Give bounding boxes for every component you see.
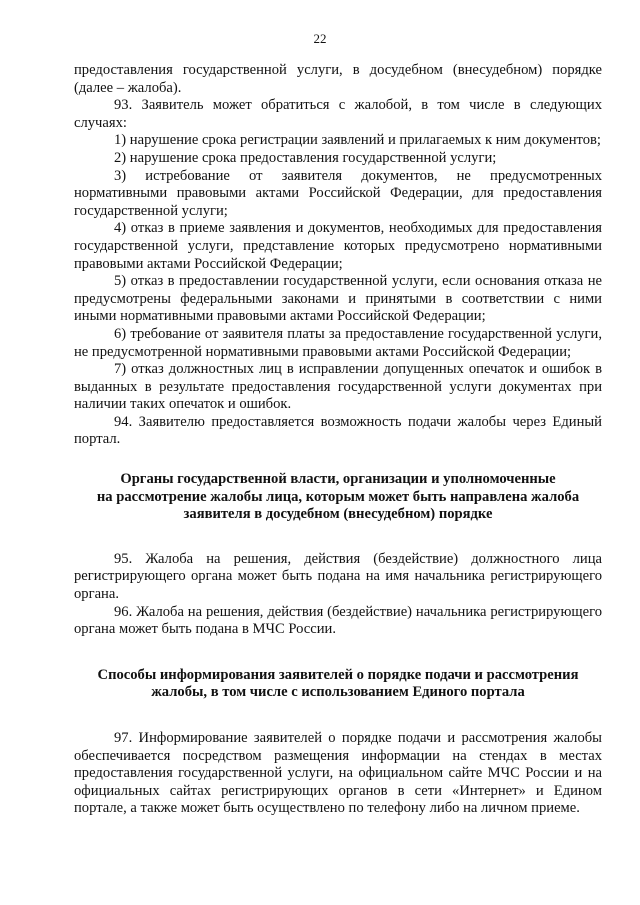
document-body [74,62,602,818]
heading-line: жалобы, в том числе с использованием Единого портала [151,684,525,701]
list-item-5: 5) отказ в предоставлении государственной услуги, если основания отказа не предусмотрены федеральными законами и принятыми в соответствии с ними иными нормативными правовыми актами Российской Федерации; [74,273,602,325]
section-heading-informing [74,667,602,702]
paragraph-96: 96. Жалоба на решения, действия (бездействие) начальника регистрирующего органа может быть подана в МЧС России. [74,603,602,638]
heading-line: на рассмотрение жалобы лица, которым может быть направлена жалоба [96,488,580,505]
list-item-3: 3) истребование от заявителя документов, не предусмотренных нормативными правовыми актами Российской Федерации, для предоставления государственной услуги; [74,167,602,219]
list-item-7: 7) отказ должностных лиц в исправлении допущенных опечаток и ошибок в выданных в результате предоставления государственной услуги документах при наличии таких опечаток и ошибок. [74,361,602,413]
paragraph-97: 97. Информирование заявителей о порядке подачи и рассмотрения жалобы обеспечивается посредством размещения информации на стендах в местах предоставления государственной услуги, на официальном сайте МЧС России и на официальных сайтах регистрирующих органов в сети «Интернет» и Едином портале, а также может быть осуществлено по телефону либо на личном приеме. [74,730,602,817]
list-item-6: 6) требование от заявителя платы за предоставление государственной услуги, не предусмотренной нормативными правовыми актами Российской Федерации; [74,325,602,360]
list-item-2: 2) нарушение срока предоставления государственной услуги; [114,149,497,166]
list-item-4: 4) отказ в приеме заявления и документов, необходимых для предоставления государственной услуги, представление которых предусмотрено нормативными правовыми актами Российской Федерации; [74,220,602,272]
list-item-1: 1) нарушение срока регистрации заявлений и прилагаемых к ним документов; [114,132,601,149]
paragraph-94: 94. Заявителю предоставляется возможность подачи жалобы через Единый портал. [74,413,602,448]
paragraph-95: 95. Жалоба на решения, действия (бездействие) должностного лица регистрирующего органа может быть подана на имя начальника регистрирующего органа. [74,550,602,603]
paragraph-continuation: предоставления государственной услуги, в досудебном (внесудебном) порядке (далее – жалоба). [74,62,602,96]
page-number: 22 [313,31,327,46]
heading-line: заявителя в досудебном (внесудебном) порядке [183,506,493,523]
section-heading-authorities [74,471,602,524]
heading-line: Органы государственной власти, организации и уполномоченные [120,471,556,488]
paragraph-93: 93. Заявитель может обратиться с жалобой, в том числе в следующих случаях: [74,97,602,131]
heading-line: Способы информирования заявителей о порядке подачи и рассмотрения [97,666,579,683]
